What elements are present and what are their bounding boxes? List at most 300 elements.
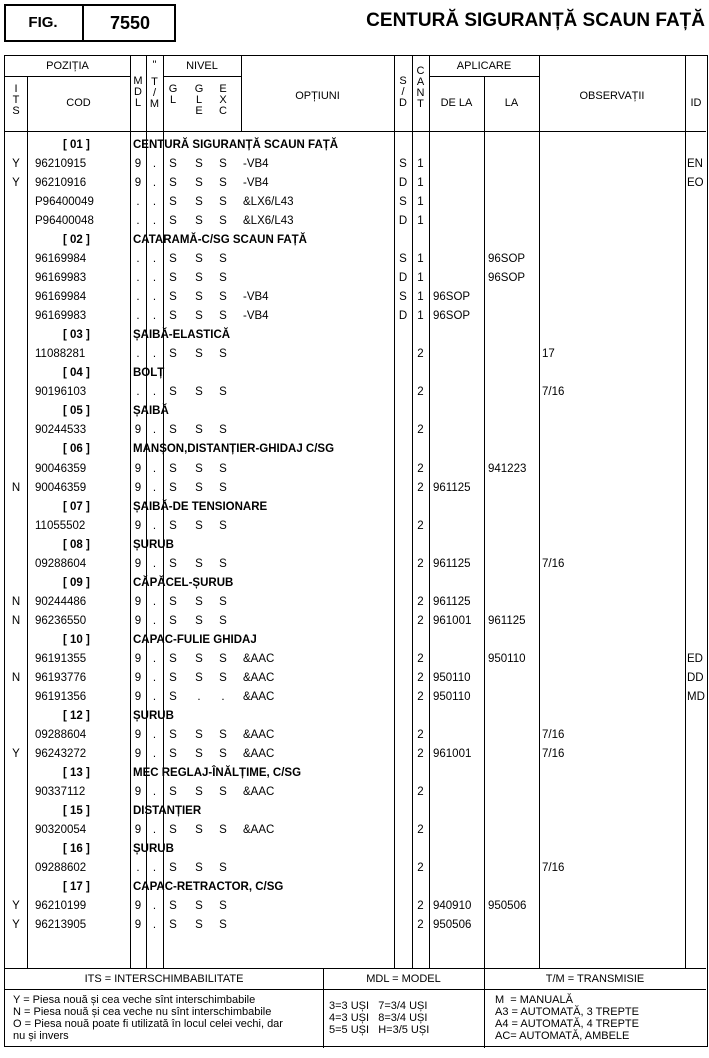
cell-cant: 2: [417, 653, 424, 665]
cell-gl: S: [169, 862, 177, 874]
cell-cod: 90196103: [35, 386, 87, 398]
cell-cant: 2: [417, 672, 424, 684]
group-number: [ 10 ]: [63, 634, 90, 646]
cell-dela: [433, 383, 485, 402]
cell-gl: S: [169, 919, 177, 931]
cell-dela: [433, 726, 485, 745]
cell-la: [488, 155, 540, 174]
cell-gl: S: [169, 158, 177, 170]
cell-gle: S: [195, 862, 203, 874]
cell-sd: [394, 783, 412, 802]
cell-its: [5, 193, 27, 212]
group-name: CAPAC-FULIE GHIDAJ: [133, 634, 257, 646]
group-name: CATARAMĂ-C/SG SCAUN FAȚĂ: [133, 234, 307, 246]
cell-gle: S: [195, 215, 203, 227]
cell-cod: 90244486: [35, 596, 87, 608]
cell-obs: [542, 517, 682, 536]
cell-cod: 90244533: [35, 424, 87, 436]
cell-dela: [433, 212, 485, 231]
cell-opt: &AAC: [243, 824, 275, 836]
cell-gle: S: [195, 786, 203, 798]
cell-dela: [433, 250, 485, 269]
cell-sd: [394, 612, 412, 631]
cell-la: [488, 383, 540, 402]
cell-gl: S: [169, 348, 177, 360]
cell-gle: S: [195, 463, 203, 475]
cell-id: [687, 612, 709, 631]
cell-obs: [542, 479, 682, 498]
cell-sd: S: [399, 291, 407, 303]
cell-tm: .: [152, 177, 157, 189]
cell-dela: [433, 193, 485, 212]
group-name: ȘAIBĂ-DE TENSIONARE: [133, 501, 268, 513]
cell-exc: S: [219, 653, 227, 665]
cell-tm: .: [152, 386, 157, 398]
cell-obs: [542, 155, 682, 174]
cell-gl: S: [169, 463, 177, 475]
cell-exc: S: [219, 272, 227, 284]
cell-sd: D: [398, 310, 408, 322]
cell-dela: [433, 821, 485, 840]
cell-its: N: [11, 615, 21, 627]
cell-its: N: [11, 672, 21, 684]
cell-obs: 7/16: [542, 558, 565, 570]
cell-gl: S: [169, 520, 177, 532]
cell-tm: .: [152, 748, 157, 760]
cell-cant: 2: [417, 786, 424, 798]
cell-obs: [542, 174, 682, 193]
cell-tm: .: [152, 482, 157, 494]
cell-sd: [394, 517, 412, 536]
cell-gl: S: [169, 691, 177, 703]
cell-exc: S: [219, 919, 227, 931]
cell-tm: .: [152, 463, 157, 475]
cell-its: [5, 460, 27, 479]
cell-opt: -VB4: [243, 310, 269, 322]
cell-cant: 1: [417, 158, 424, 170]
cell-dela: [433, 517, 485, 536]
cell-id: [687, 821, 709, 840]
cell-sd: [394, 479, 412, 498]
cell-cant: 2: [417, 596, 424, 608]
cell-dela: 950110: [433, 672, 471, 684]
cell-sd: D: [398, 215, 408, 227]
cell-gle: S: [195, 824, 203, 836]
cell-obs: 7/16: [542, 862, 565, 874]
cell-its: Y: [12, 748, 20, 760]
cell-its: [5, 212, 27, 231]
cell-gl: S: [169, 253, 177, 265]
cell-mdl: 9: [134, 691, 142, 703]
cell-id: [687, 916, 709, 935]
cell-mdl: .: [136, 196, 140, 208]
legend-tm-title: T/M = TRANSMISIE: [545, 973, 645, 985]
cell-gl: S: [169, 558, 177, 570]
cell-la: [488, 916, 540, 935]
cell-mdl: .: [136, 348, 140, 360]
cell-gle: S: [195, 310, 203, 322]
cell-exc: S: [219, 158, 227, 170]
cell-sd: [394, 345, 412, 364]
cell-cod: 09288602: [35, 862, 87, 874]
cell-its: [5, 307, 27, 326]
cell-opt: &AAC: [243, 672, 275, 684]
cell-gl: S: [169, 672, 177, 684]
cell-obs: [542, 250, 682, 269]
cell-opt: [243, 460, 393, 479]
cell-sd: [394, 916, 412, 935]
cell-its: [5, 688, 27, 707]
cell-cant: 1: [417, 310, 424, 322]
header-aplicare: APLICARE: [456, 60, 512, 72]
cell-obs: 7/16: [542, 386, 565, 398]
group-name: ȘURUB: [133, 539, 174, 551]
cell-cant: 2: [417, 615, 424, 627]
cell-tm: .: [152, 348, 157, 360]
group-name: BOLȚ: [133, 367, 165, 379]
cell-mdl: .: [136, 272, 140, 284]
group-number: [ 13 ]: [63, 767, 90, 779]
cell-sd: S: [399, 196, 407, 208]
cell-exc: S: [219, 310, 227, 322]
cell-cod: 96236550: [35, 615, 87, 627]
cell-cant: 2: [417, 748, 424, 760]
cell-cant: 1: [417, 177, 424, 189]
group-number: [ 09 ]: [63, 577, 90, 589]
cell-la: [488, 345, 540, 364]
cell-tm: .: [152, 615, 157, 627]
cell-la: [488, 669, 540, 688]
cell-opt: [243, 555, 393, 574]
header-dela: DE LA: [440, 97, 473, 109]
cell-tm: .: [152, 900, 157, 912]
cell-cod: 96243272: [35, 748, 87, 760]
cell-its: Y: [12, 158, 20, 170]
cell-its: [5, 269, 27, 288]
cell-la: [488, 288, 540, 307]
cell-gle: S: [195, 158, 203, 170]
legend-tm-lines: M = MANUALĂ A3 = AUTOMATĂ, 3 TREPTE A4 = AUTOMATĂ, 4 TREPTE AC= AUTOMATĂ, AMBELE: [495, 994, 639, 1042]
group-name: MEC REGLAJ-ÎNĂLȚIME, C/SG: [133, 767, 302, 779]
cell-dela: [433, 650, 485, 669]
cell-la: [488, 593, 540, 612]
cell-mdl: .: [136, 862, 140, 874]
cell-gle: S: [195, 748, 203, 760]
cell-tm: .: [152, 653, 157, 665]
cell-opt: [243, 250, 393, 269]
group-name: DISTANȚIER: [133, 805, 202, 817]
cell-sd: [394, 421, 412, 440]
header-pozitia: POZIȚIA: [46, 60, 89, 72]
cell-sd: [394, 726, 412, 745]
cell-gle: S: [195, 177, 203, 189]
cell-tm: .: [152, 424, 157, 436]
parts-table: [4, 55, 708, 1047]
cell-its: [5, 421, 27, 440]
cell-its: [5, 383, 27, 402]
cell-la: [488, 421, 540, 440]
cell-tm: .: [152, 291, 157, 303]
cell-cant: 1: [417, 196, 424, 208]
cell-exc: S: [219, 177, 227, 189]
cell-sd: [394, 859, 412, 878]
cell-id: [687, 383, 709, 402]
cell-cod: 96169984: [35, 253, 87, 265]
cell-mdl: 9: [134, 482, 142, 494]
header-gl: G L: [168, 83, 178, 106]
cell-cant: 2: [417, 919, 424, 931]
cell-sd: [394, 688, 412, 707]
cell-exc: S: [219, 596, 227, 608]
cell-cant: 2: [417, 824, 424, 836]
cell-dela: [433, 345, 485, 364]
cell-tm: .: [152, 786, 157, 798]
cell-tm: .: [152, 196, 157, 208]
group-name: CENTURĂ SIGURANȚĂ SCAUN FAȚĂ: [133, 139, 339, 151]
cell-la: 96SOP: [488, 253, 526, 265]
group-number: [ 12 ]: [63, 710, 90, 722]
cell-its: Y: [12, 919, 20, 931]
cell-dela: 961001: [433, 748, 472, 760]
cell-mdl: 9: [134, 786, 142, 798]
cell-gle: S: [195, 348, 203, 360]
cell-dela: [433, 859, 485, 878]
cell-id: [687, 517, 709, 536]
cell-its: [5, 783, 27, 802]
cell-obs: [542, 460, 682, 479]
cell-gl: S: [169, 748, 177, 760]
cell-cod: 96191355: [35, 653, 87, 665]
cell-opt: -VB4: [243, 177, 269, 189]
header-its: I T S: [12, 83, 20, 117]
cell-cant: 2: [417, 729, 424, 741]
cell-cant: 1: [417, 253, 424, 265]
cell-exc: S: [219, 862, 227, 874]
cell-exc: S: [219, 291, 227, 303]
cell-obs: [542, 688, 682, 707]
cell-cod: 90046359: [35, 482, 87, 494]
cell-dela: 96SOP: [433, 310, 471, 322]
cell-cod: 96210915: [35, 158, 87, 170]
cell-its: [5, 859, 27, 878]
cell-gl: S: [169, 900, 177, 912]
cell-la: [488, 193, 540, 212]
cell-cod: 90337112: [35, 786, 86, 798]
cell-id: [687, 421, 709, 440]
cell-la: [488, 783, 540, 802]
group-number: [ 03 ]: [63, 329, 90, 341]
cell-tm: .: [152, 919, 157, 931]
group-number: [ 07 ]: [63, 501, 90, 513]
cell-la: [488, 821, 540, 840]
cell-cod: 96169983: [35, 310, 87, 322]
cell-gle: S: [195, 558, 203, 570]
cell-obs: 7/16: [542, 729, 565, 741]
header-gle: G L E: [194, 83, 204, 117]
page-title: CENTURĂ SIGURANȚĂ SCAUN FAȚĂ: [366, 10, 705, 31]
cell-mdl: 9: [134, 900, 142, 912]
cell-la: [488, 555, 540, 574]
cell-gl: S: [169, 310, 177, 322]
cell-gl: S: [169, 272, 177, 284]
cell-gl: S: [169, 615, 177, 627]
cell-dela: [433, 269, 485, 288]
cell-obs: [542, 593, 682, 612]
cell-exc: S: [219, 196, 227, 208]
cell-opt: &LX6/L43: [243, 215, 294, 227]
cell-exc: S: [219, 482, 227, 494]
cell-obs: [542, 288, 682, 307]
header-la: LA: [504, 97, 519, 109]
cell-opt: [243, 859, 393, 878]
group-name: ȘURUB: [133, 843, 174, 855]
cell-sd: [394, 650, 412, 669]
cell-gl: S: [169, 729, 177, 741]
cell-gle: S: [195, 291, 203, 303]
cell-mdl: 9: [134, 596, 142, 608]
cell-mdl: 9: [134, 158, 142, 170]
cell-opt: &AAC: [243, 786, 275, 798]
cell-exc: S: [219, 900, 227, 912]
cell-opt: &AAC: [243, 653, 275, 665]
cell-gle: S: [195, 900, 203, 912]
cell-exc: S: [219, 253, 227, 265]
group-number: [ 06 ]: [63, 443, 90, 455]
cell-la: [488, 859, 540, 878]
group-number: [ 05 ]: [63, 405, 90, 417]
cell-opt: [243, 383, 393, 402]
cell-mdl: 9: [134, 919, 142, 931]
cell-dela: 961125: [433, 558, 471, 570]
group-name: CAPAC-RETRACTOR, C/SG: [133, 881, 284, 893]
cell-id: [687, 593, 709, 612]
cell-gl: S: [169, 424, 177, 436]
cell-la: [488, 726, 540, 745]
cell-obs: 7/16: [542, 748, 565, 760]
group-name: MANȘON,DISTANȚIER-GHIDAJ C/SG: [133, 443, 335, 455]
cell-dela: 950506: [433, 919, 472, 931]
cell-id: DD: [687, 672, 704, 684]
cell-gl: S: [169, 177, 177, 189]
cell-la: [488, 517, 540, 536]
cell-gl: S: [169, 596, 177, 608]
cell-mdl: 9: [134, 653, 142, 665]
cell-gle: S: [195, 919, 203, 931]
cell-opt: [243, 897, 393, 916]
cell-tm: .: [152, 310, 157, 322]
cell-exc: S: [219, 463, 227, 475]
header-cant: C A N T: [416, 65, 425, 110]
cell-dela: 96SOP: [433, 291, 471, 303]
cell-tm: .: [152, 215, 157, 227]
cell-la: 96SOP: [488, 272, 526, 284]
cell-its: Y: [12, 177, 20, 189]
cell-sd: S: [399, 253, 407, 265]
cell-tm: .: [152, 253, 157, 265]
cell-id: MD: [687, 691, 705, 703]
cell-gle: S: [195, 386, 203, 398]
cell-gle: S: [195, 596, 203, 608]
cell-cant: 1: [417, 272, 424, 284]
legend-its-lines: Y = Piesa nouă și cea veche sînt interschimbabile N = Piesa nouă și cea veche nu sînt interschimbabile O = Piesa nouă poate fi utilizată în locul celei vechi, dar nu și invers: [13, 994, 283, 1042]
cell-obs: [542, 307, 682, 326]
cell-mdl: 9: [134, 424, 142, 436]
cell-its: [5, 345, 27, 364]
cell-obs: [542, 650, 682, 669]
cell-exc: S: [219, 672, 227, 684]
cell-gle: S: [195, 653, 203, 665]
cell-id: [687, 859, 709, 878]
cell-obs: [542, 821, 682, 840]
cell-id: [687, 250, 709, 269]
cell-gle: S: [195, 520, 203, 532]
cell-dela: 950110: [433, 691, 471, 703]
cell-exc: S: [219, 215, 227, 227]
cell-opt: &AAC: [243, 729, 275, 741]
cell-opt: [243, 593, 393, 612]
group-number: [ 04 ]: [63, 367, 90, 379]
cell-cod: 96210916: [35, 177, 87, 189]
cell-opt: &LX6/L43: [243, 196, 294, 208]
cell-cod: 90320054: [35, 824, 87, 836]
cell-tm: .: [152, 691, 157, 703]
cell-obs: [542, 783, 682, 802]
cell-its: [5, 250, 27, 269]
cell-mdl: 9: [134, 520, 142, 532]
cell-cod: 09288604: [35, 558, 87, 570]
group-number: [ 02 ]: [63, 234, 90, 246]
cell-exc: S: [219, 558, 227, 570]
cell-exc: S: [219, 424, 227, 436]
cell-id: [687, 783, 709, 802]
cell-sd: D: [398, 177, 408, 189]
cell-gle: S: [195, 672, 203, 684]
cell-cod: P96400048: [35, 215, 94, 227]
cell-mdl: .: [136, 215, 140, 227]
cell-gle: S: [195, 424, 203, 436]
cell-obs: [542, 421, 682, 440]
cell-gle: S: [195, 729, 203, 741]
cell-mdl: 9: [134, 615, 142, 627]
cell-obs: [542, 269, 682, 288]
group-number: [ 01 ]: [63, 139, 90, 151]
cell-opt: [243, 421, 393, 440]
cell-obs: [542, 897, 682, 916]
cell-mdl: .: [136, 253, 140, 265]
cell-cod: 96169984: [35, 291, 87, 303]
cell-its: Y: [12, 900, 20, 912]
cell-opt: [243, 916, 393, 935]
cell-cant: 2: [417, 520, 424, 532]
legend-mdl-lines: 3=3 UȘI 7=3/4 UȘI 4=3 UȘI 8=3/4 UȘI 5=5 UȘI H=3/5 UȘI: [329, 1000, 430, 1036]
cell-gl: S: [169, 196, 177, 208]
cell-its: [5, 517, 27, 536]
cell-id: [687, 288, 709, 307]
cell-sd: S: [399, 158, 407, 170]
cell-gle: S: [195, 272, 203, 284]
cell-opt: [243, 612, 393, 631]
header-nivel: NIVEL: [186, 60, 218, 72]
cell-dela: 940910: [433, 900, 472, 912]
cell-cod: 96169983: [35, 272, 87, 284]
cell-opt: [243, 479, 393, 498]
cell-cod: 11055502: [35, 520, 86, 532]
cell-exc: S: [219, 615, 227, 627]
cell-dela: [433, 174, 485, 193]
legend-its-title: ITS = INTERSCHIMBABILITATE: [84, 973, 244, 985]
cell-tm: .: [152, 520, 157, 532]
cell-cant: 2: [417, 348, 424, 360]
